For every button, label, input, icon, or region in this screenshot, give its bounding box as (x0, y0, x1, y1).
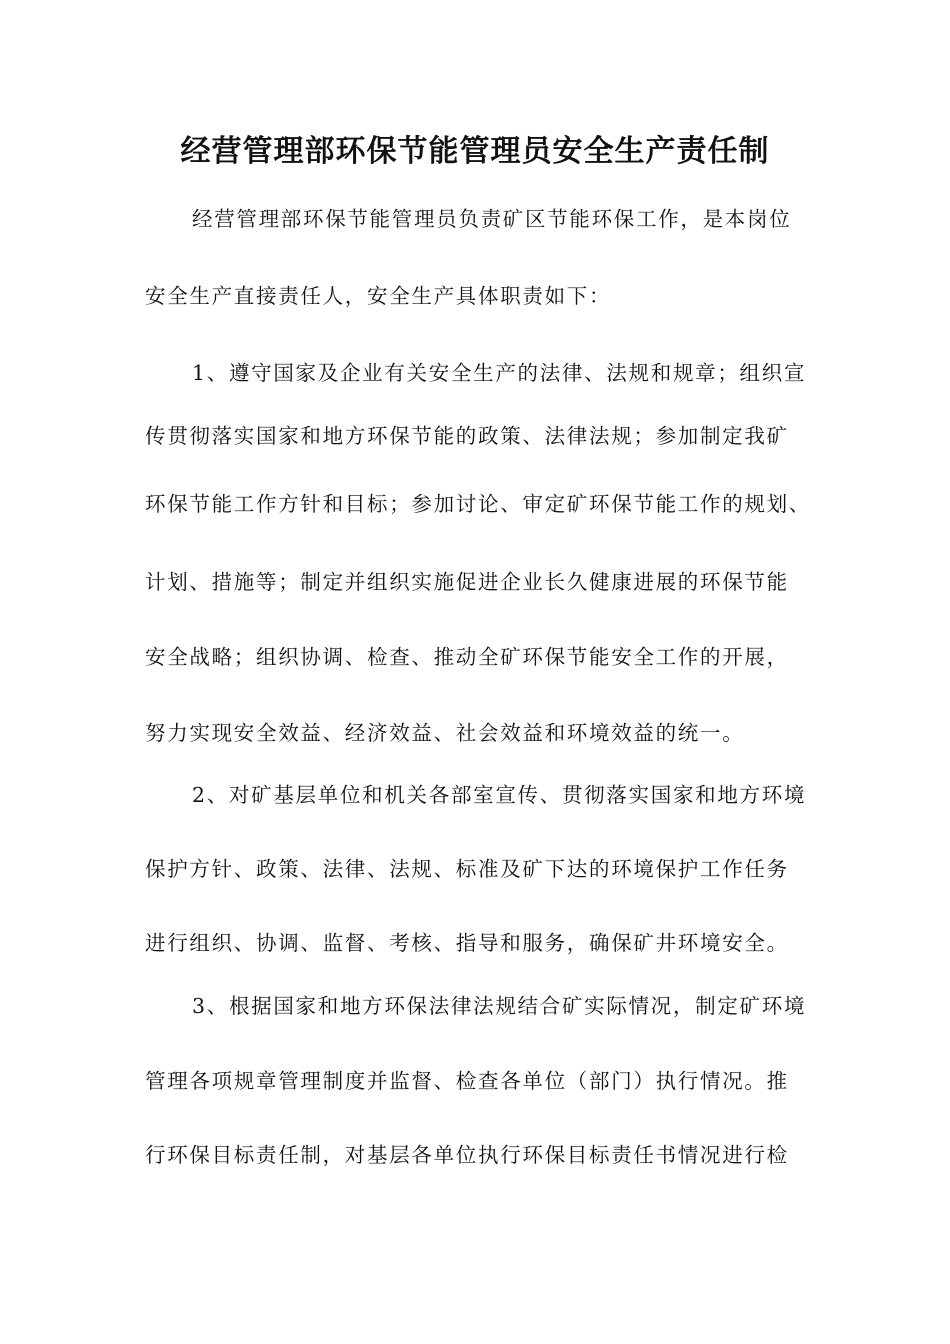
item-1-line-1: 1、遵守国家及企业有关安全生产的法律、法规和规章；组织宣 (192, 361, 807, 385)
document-title: 经营管理部环保节能管理员安全生产责任制 (180, 134, 770, 169)
item-1-line-4: 计划、措施等；制定并组织实施促进企业长久健康进展的环保节能 (145, 570, 789, 594)
item-2-line-3: 进行组织、协调、监督、考核、指导和服务，确保矿井环境安全。 (145, 931, 789, 955)
item-2-line-2: 保护方针、政策、法律、法规、标准及矿下达的环境保护工作任务 (145, 857, 789, 881)
intro-line-2: 安全生产直接责任人，安全生产具体职责如下： (145, 284, 612, 308)
item-1-line-2: 传贯彻落实国家和地方环保节能的政策、法律法规；参加制定我矿 (145, 424, 789, 448)
item-1-line-3: 环保节能工作方针和目标；参加讨论、审定矿环保节能工作的规划、 (145, 492, 811, 516)
item-3-line-1: 3、根据国家和地方环保法律法规结合矿实际情况，制定矿环境 (192, 994, 807, 1018)
item-2-line-1: 2、对矿基层单位和机关各部室宣传、贯彻落实国家和地方环境 (192, 783, 807, 807)
item-3-line-2: 管理各项规章管理制度并监督、检查各单位（部门）执行情况。推 (145, 1069, 789, 1093)
intro-line-1: 经营管理部环保节能管理员负责矿区节能环保工作，是本岗位 (192, 207, 792, 231)
item-3-line-3: 行环保目标责任制，对基层各单位执行环保目标责任书情况进行检 (145, 1143, 789, 1167)
item-1-line-5: 安全战略；组织协调、检查、推动全矿环保节能安全工作的开展， (145, 645, 789, 669)
item-1-line-6: 努力实现安全效益、经济效益、社会效益和环境效益的统一。 (145, 721, 745, 745)
